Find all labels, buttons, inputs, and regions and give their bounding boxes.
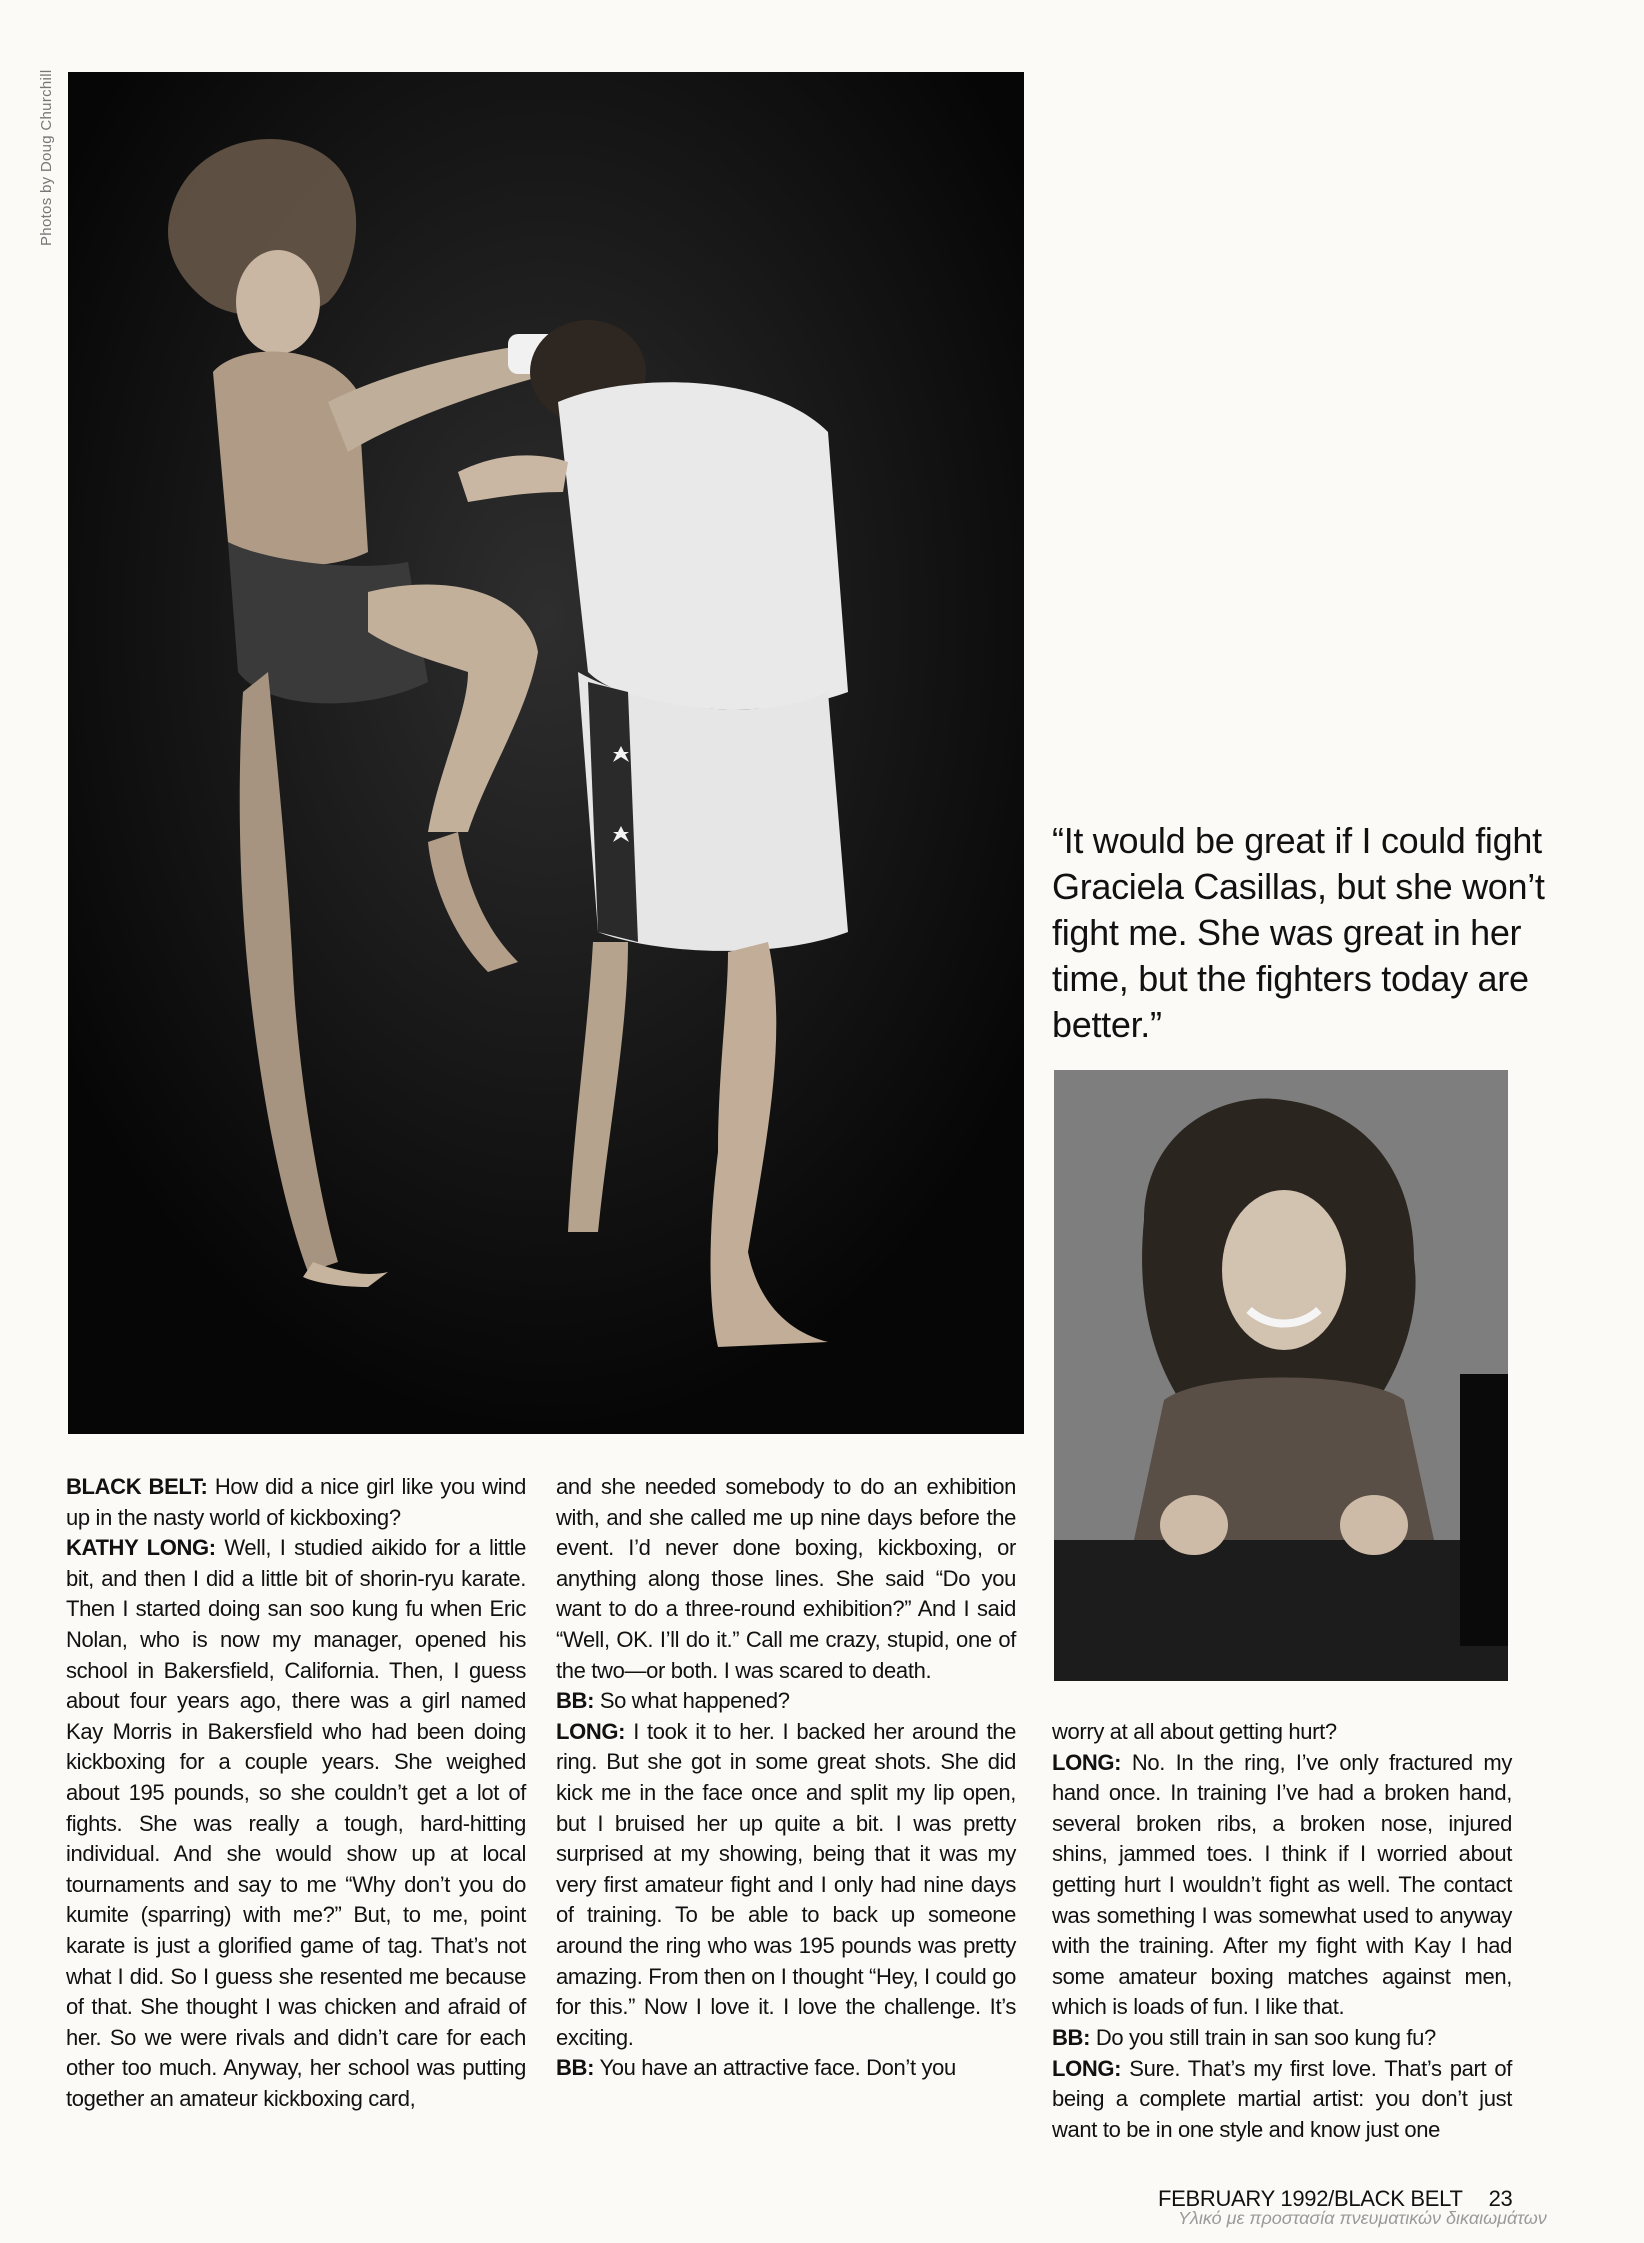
paragraph: worry at all about getting hurt? bbox=[1052, 1719, 1337, 1744]
kickboxing-action-photo bbox=[68, 72, 1024, 1434]
paragraph: BLACK BELT: How did a nice girl like you wind up in the nasty world of kickboxing? bbox=[66, 1474, 527, 1530]
paragraph: LONG: No. In the ring, I’ve only fractured my hand once. In training I’ve had a broken hand, several broken ribs, a broken nose, injured shins, jammed toes. I think if I worried about getting hurt I wouldn’t fight as well. The contact was something I was somewhat used to anyway with the training. After my fight with Kay I had some amateur boxing matches against men, which is loads of fun. I like that. bbox=[1052, 1749, 1512, 2020]
pull-quote: “It would be great if I could fight Graciela Casillas, but she won’t fight me. She was great in her time, but the fighters today are better.” bbox=[1052, 820, 1545, 1045]
paragraph: and she needed somebody to do an exhibition with, and she called me up nine days before the event. I’d never done boxing, kickboxing, or anything along those lines. She said “Do you want to do a three-round exhibition?” And I said “Well, OK. I’ll do it.” Call me crazy, stupid, one of the two—or both. I was scared to death. bbox=[556, 1474, 1016, 1683]
photo-credit: Photos by Doug Churchill bbox=[38, 70, 55, 247]
text-column-1 bbox=[66, 1472, 526, 2114]
paragraph: LONG: Sure. That’s my first love. That’s part of being a complete martial artist: you don’t just want to be in one style and know just one bbox=[1052, 2055, 1513, 2142]
decorative-bar bbox=[1460, 1374, 1508, 1646]
paragraph: BB: So what happened? bbox=[556, 1688, 790, 1714]
paragraph: KATHY LONG: Well, I studied aikido for a little bit, and then I did a little bit of shorin-ryu karate. Then I started doing san soo kung fu when Eric Nolan, who is now my manager, opened his school in Bakersfield, California. Then, I guess about four years ago, there was a girl named Kay Morris in Bakersfield who had been doing kickboxing for a couple years. She weighed about 195 pounds, so she couldn’t get a lot of fights. She was really a tough, hard-hitting individual. And she would show up at local tournaments and say to me “Why don’t you do kumite (sparring) with me?” But, to me, point karate is just a glorified game of tag. That’s not what I did. So I guess she resented me because of that. She thought I was chicken and afraid of her. So we were rivals and didn’t care for each other too much. Anyway, her school was putting together an amateur kickboxing card, bbox=[66, 1535, 527, 2111]
paragraph: BB: Do you still train in san soo kung fu? bbox=[1052, 2024, 1436, 2050]
issue-label: FEBRUARY 1992/BLACK BELT bbox=[1158, 2186, 1463, 2211]
text-column-3 bbox=[1052, 1717, 1512, 2145]
paragraph: LONG: I took it to her. I backed her around the ring. But she got in some great shots. She did kick me in the face once and split my lip open, but I bruised her up quite a bit. I was pretty surprised at my showing, being that it was my very first amateur fight and I only had nine days of training. To be able to back up someone around the ring who was 195 pounds was pretty amazing. From then on I thought “Hey, I could go for this.” Now I love it. I love the challenge. It’s exciting. bbox=[556, 1718, 1016, 2050]
page-number: 23 bbox=[1488, 2186, 1513, 2211]
paragraph: BB: You have an attractive face. Don’t you bbox=[556, 2055, 956, 2081]
portrait-photo bbox=[1054, 1070, 1508, 1681]
text-column-2 bbox=[556, 1472, 1016, 2084]
watermark: Υλικό με προστασία πνευματικών δικαιωμάτων bbox=[1178, 2208, 1547, 2228]
